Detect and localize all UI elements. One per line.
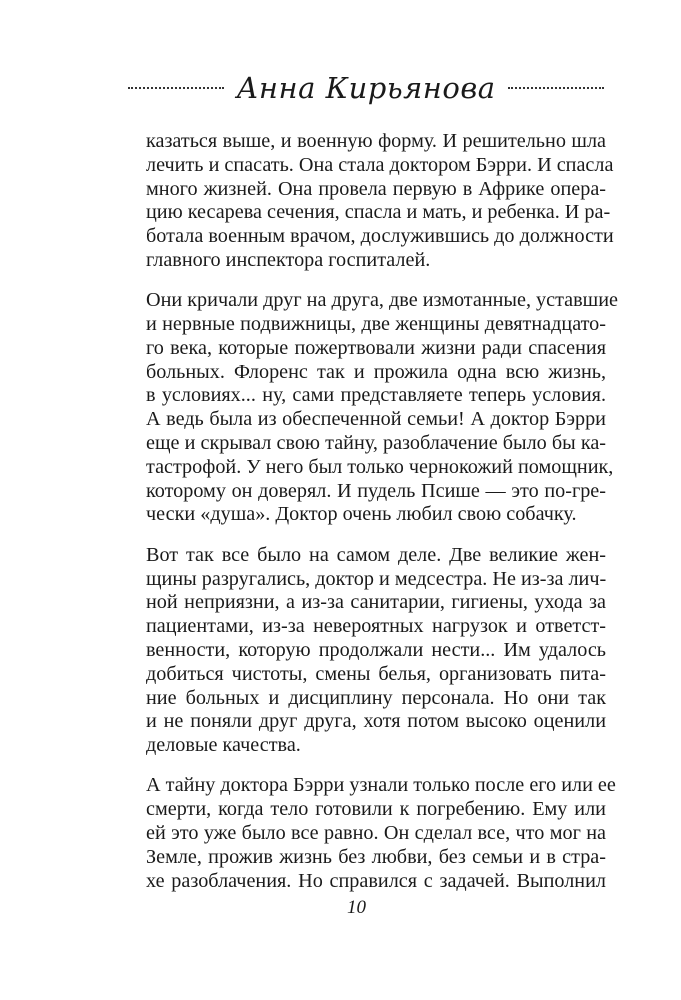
paragraph bbox=[146, 544, 606, 758]
author-name: Анна Кирьянова bbox=[236, 71, 496, 105]
text-line: щины разругались, доктор и медсестра. Не из-за лич- bbox=[146, 567, 607, 590]
header-dotted-rule-left bbox=[128, 87, 224, 89]
text-line: казаться выше, и военную форму. И решительно шла bbox=[146, 130, 606, 152]
paragraph bbox=[146, 130, 614, 273]
text-line: го века, которые пожертвовали жизни ради спасения bbox=[146, 336, 606, 359]
body-text bbox=[146, 130, 618, 910]
text-line: и не поняли друг друга, хотя потом высоко оценили bbox=[146, 710, 606, 733]
text-line: ние больных и дисциплину персонала. Но они так bbox=[146, 686, 606, 709]
text-line: А ведь была из обеспеченной семьи! А доктор Бэрри bbox=[146, 408, 606, 431]
header-dotted-rule-right bbox=[508, 87, 604, 89]
text-line: добиться чистоты, смены белья, организовать пита- bbox=[146, 662, 606, 685]
text-line: венности, которую продолжали нести... Им удалось bbox=[146, 638, 606, 661]
text-line: Вот так все было на самом деле. Две великие жен- bbox=[146, 543, 606, 566]
text-line: деловые качества. bbox=[146, 734, 301, 757]
text-line: чески «душа». Доктор очень любил свою собачку. bbox=[146, 503, 577, 526]
text-line: ей это уже было все равно. Он сделал все, что мог на bbox=[146, 822, 606, 845]
text-line: цию кесарева сечения, спасла и мать, и ребенка. И ра- bbox=[146, 201, 611, 224]
text-line: еще и скрывал свою тайну, разоблачение было бы ка- bbox=[146, 432, 606, 455]
paragraph bbox=[146, 289, 618, 527]
text-line: тастрофой. У него был только чернокожий помощник, bbox=[146, 455, 614, 478]
text-line: А тайну доктора Бэрри узнали только после его или ее bbox=[146, 774, 616, 797]
text-line: лечить и спасать. Она стала доктором Бэрри. И спасла bbox=[146, 153, 614, 176]
text-line: в условиях... ну, сами представляете теперь условия. bbox=[146, 384, 606, 407]
text-line: главного инспектора госпиталей. bbox=[146, 248, 431, 271]
text-line: Земле, прожив жизнь без любви, без семьи и в стра- bbox=[146, 845, 606, 868]
text-line: Они кричали друг на друга, две измотанные, уставшие bbox=[146, 289, 618, 312]
text-line: и нервные подвижницы, две женщины девятнадцато- bbox=[146, 313, 606, 336]
text-line: хе разоблачения. Но справился с задачей. Выполнил bbox=[146, 869, 606, 892]
text-line: которому он доверял. И пудель Псише — это по-гре- bbox=[146, 479, 606, 502]
page-number: 10 bbox=[347, 897, 366, 918]
text-line: пациентами, из-за невероятных нагрузок и ответст- bbox=[146, 615, 606, 638]
paragraph bbox=[146, 774, 616, 893]
text-line: ботала военным врачом, дослужившись до должности bbox=[146, 225, 614, 248]
running-header bbox=[128, 62, 604, 114]
text-line: больных. Флоренс так и прожила одна всю жизнь, bbox=[146, 360, 606, 383]
text-line: смерти, когда тело готовили к погребению. Ему или bbox=[146, 798, 606, 821]
text-line: ной неприязни, а из-за санитарии, гигиены, ухода за bbox=[146, 591, 606, 614]
text-line: много жизней. Она провела первую в Африке опера- bbox=[146, 177, 606, 200]
